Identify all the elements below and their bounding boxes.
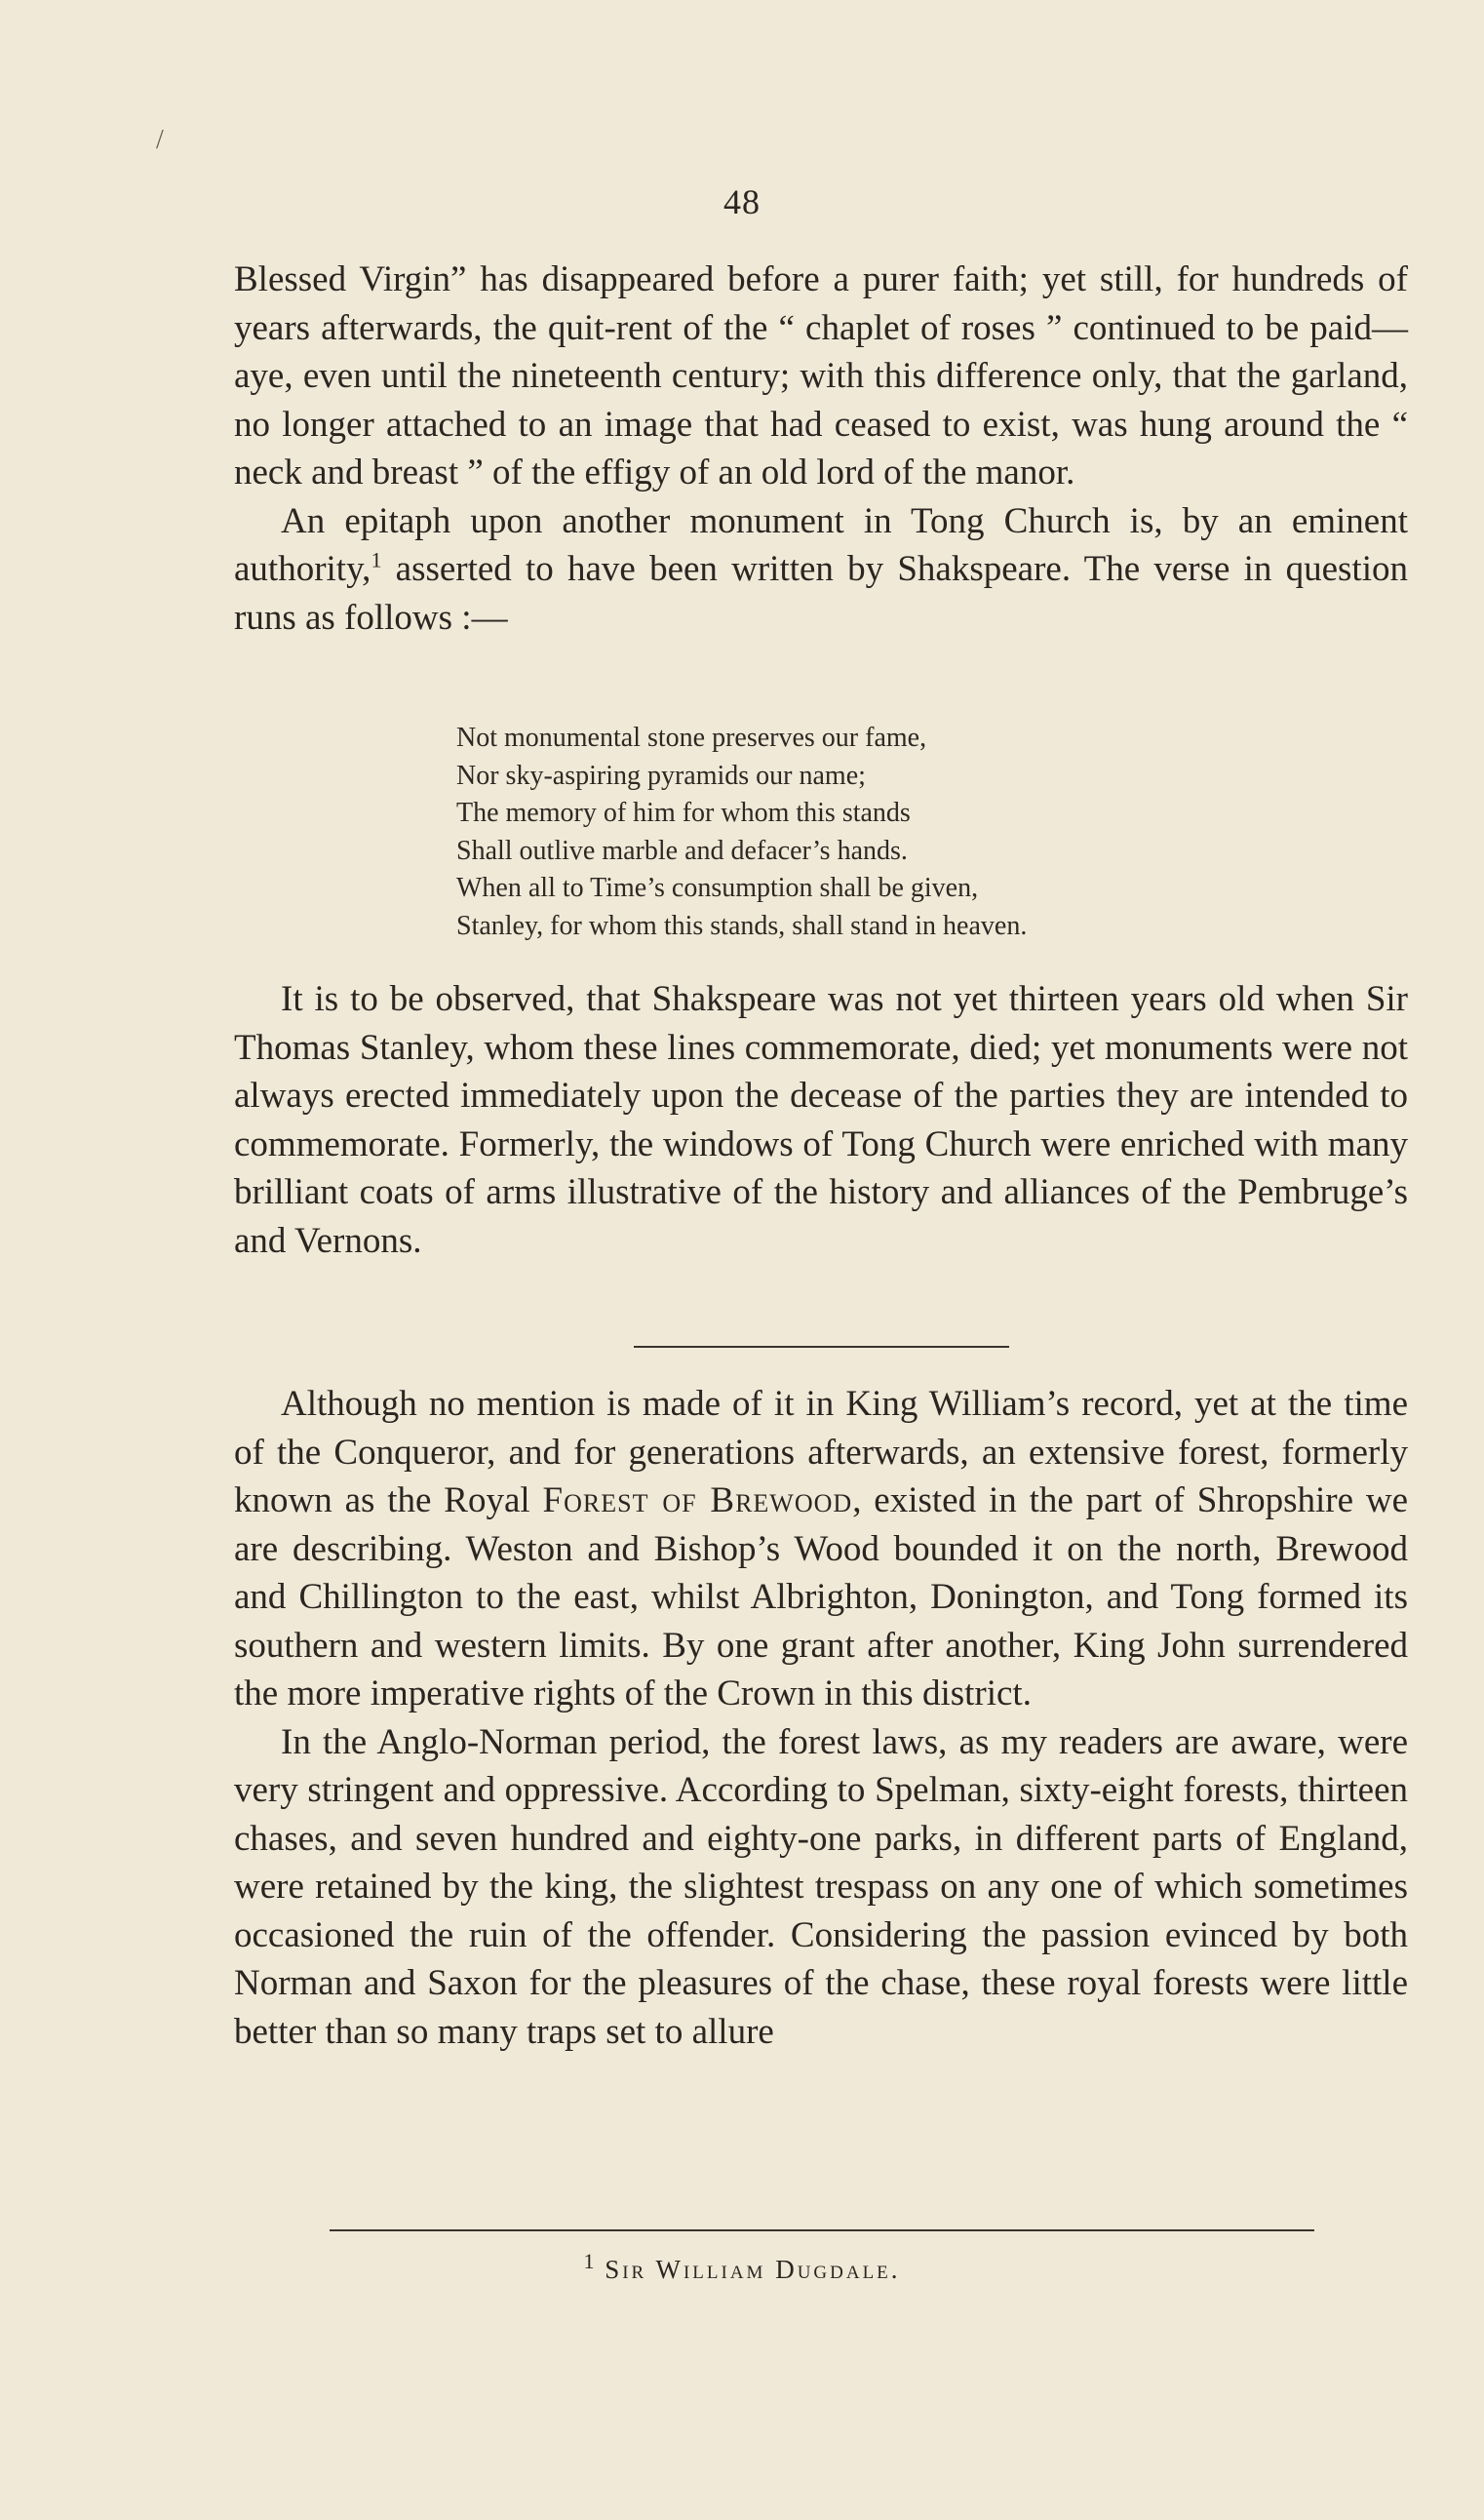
page-number: 48 [723,182,761,221]
footnote-reference: 1 [371,547,382,572]
footnote [0,2249,1484,2285]
verse-line: Shall outlive marble and defacer’s hands. [456,835,908,866]
epitaph-intro-text: An epitaph upon another monument in Tong Church is, by an eminent authority, [234,500,1408,589]
verse-line: Stanley, for whom this stands, shall stand in heaven. [456,910,1028,941]
paragraph-shakspeare: It is to be observed, that Shakspeare was not yet thirteen years old when Sir Thomas Stanley, whom these lines commemorate, died; yet monuments were not always erected immediately upon the decease of the parties they are intended to commemorate. Formerly, the windows of Tong Church were enriched with many brilliant coats of arms illustrative of the history and alliances of the Pembruge’s and Vernons. [234,979,1408,1261]
bottom-text-block [234,1380,1408,2056]
epitaph-verse [456,720,1256,945]
forest-name-small-caps: Forest of Brewood [542,1480,853,1520]
paragraph-forest-laws: In the Anglo-Norman period, the forest laws, as my readers are aware, were very stringent and oppressive. According to Spelman, sixty-eight forests, thirteen chases, and seven hundred and eighty-one parks, in different parts of England, were retained by the king, the slightest trespass on any one of which sometimes occasioned the ruin of the offender. Considering the passion evinced by both Norman and Saxon for the pleasures of the chase, these royal forests were little better than so many traps set to allure [234,1721,1408,2052]
verse-line: Not monumental stone preserves our fame, [456,723,927,753]
section-divider [634,1346,1009,1348]
footnote-text: Sir William Dugdale. [605,2255,901,2284]
paragraph-forest [234,1380,1408,1718]
paragraph-epitaph-intro [234,497,1408,643]
forest-text: Although no mention is made of it in King William’s record, yet at the time of the Conqueror, and for generations afterwards, an extensive forest, formerly known as the Royal [234,1384,1408,1520]
verse-line: The memory of him for whom this stands [456,798,911,828]
middle-text-block [234,975,1408,1265]
epitaph-intro-text-end: asserted to have been written by Shakspeare. The verse in question runs as follows :— [234,549,1408,638]
paragraph-continuation: Blessed Virgin” has disappeared before a purer faith; yet still, for hundreds of years afterwards, the quit-rent of the “ chaplet of roses ” continued to be paid—aye, even until the nineteenth century; with this difference only, that the garland, no longer attached to an image that had ceased to exist, was hung around the “ neck and breast ” of the effigy of an old lord of the manor. [234,259,1408,492]
stray-pencil-mark: / [156,125,164,155]
verse-line: Nor sky-aspiring pyramids our name; [456,760,866,791]
verse-line: When all to Time’s consumption shall be given, [456,873,979,903]
top-text-block [234,256,1408,642]
forest-text-end: , existed in the part of Shropshire we are describing. Weston and Bishop’s Wood bounded it on the north, Brewood and Chillington to the east, whilst Albrighton, Donington, and Tong formed its southern and western limits. By one grant after another, King John surrendered the more imperative rights of the Crown in this district. [234,1480,1409,1713]
footnote-rule [330,2229,1314,2231]
footnote-marker: 1 [583,2249,597,2273]
